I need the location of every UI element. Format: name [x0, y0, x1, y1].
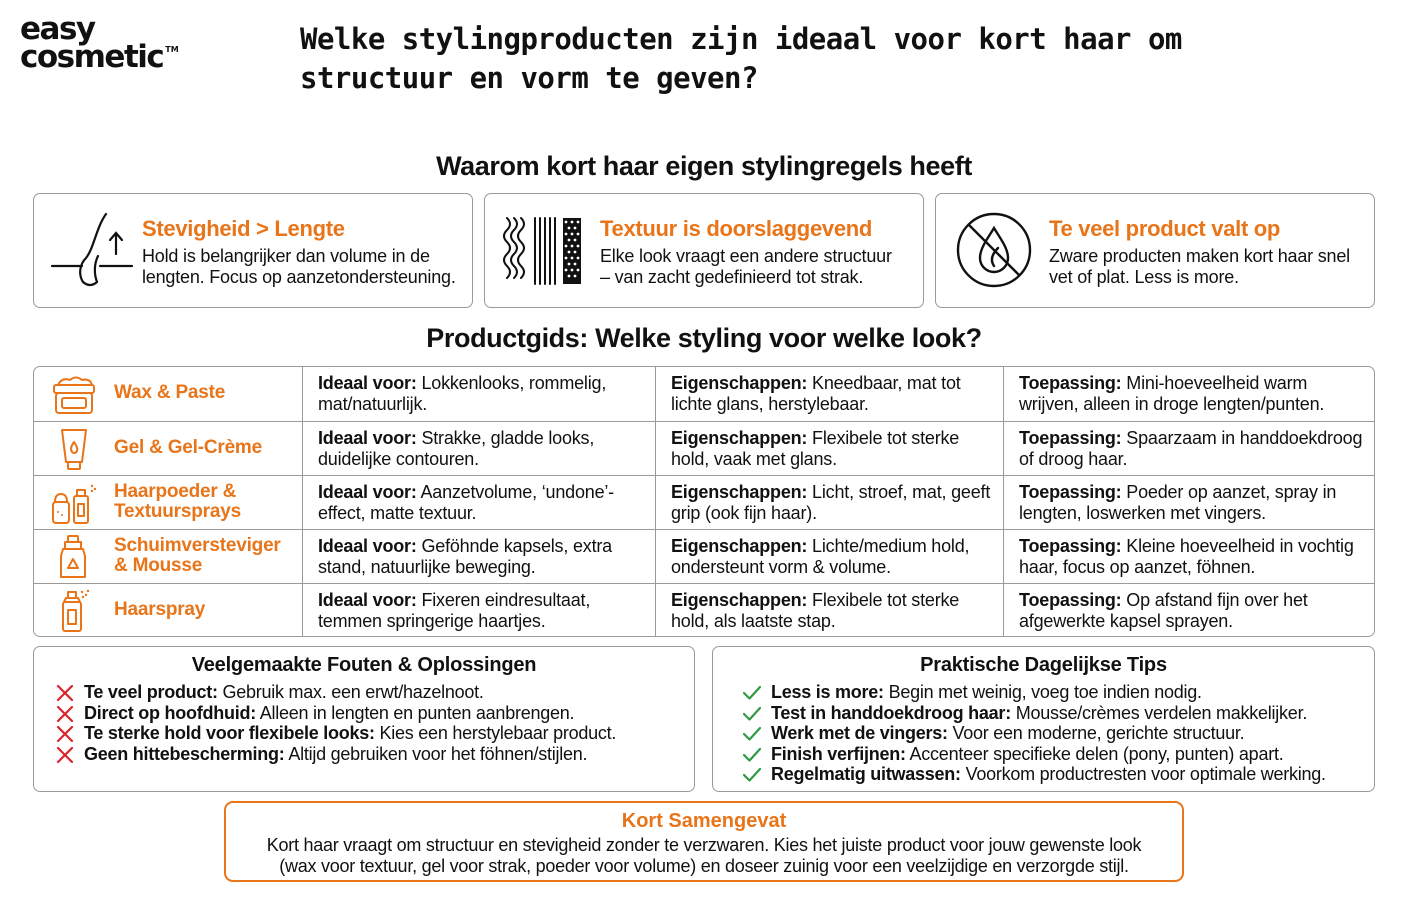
list-item — [743, 703, 1326, 724]
summary-text — [234, 835, 1174, 877]
ideal-text: Geföhnde kapsels, extra stand, natuurlijke beweging. — [318, 536, 612, 577]
mistakes-box — [33, 646, 695, 792]
mousse-bottle-icon — [48, 534, 100, 580]
ideal-text: Aanzetvolume, ‘undone’-effect, matte textuur. — [318, 482, 614, 523]
usage-cell — [1003, 530, 1375, 584]
properties-cell — [655, 584, 1003, 637]
item-text: Altijd gebruiken voor het föhnen/stijlen. — [288, 743, 588, 764]
item-text: Mousse/crèmes verdelen makkelijker. — [1015, 702, 1308, 723]
logo-line-2 — [20, 38, 190, 75]
check-icon — [743, 726, 761, 742]
why-cards — [33, 193, 1375, 308]
table-row — [34, 421, 1375, 475]
ideal-cell — [302, 422, 655, 476]
item-label: Finish verfijnen: — [771, 743, 906, 764]
usage-text: Mini-hoeveelheid warm wrijven, alleen in droge lengten/punten. — [1019, 373, 1325, 414]
usage-cell — [1003, 422, 1375, 476]
trademark-mark: TM — [165, 44, 179, 54]
mistakes-list — [56, 682, 616, 764]
product-name — [114, 482, 241, 522]
product-cell — [34, 530, 302, 584]
ideal-cell — [302, 584, 655, 637]
tips-title: Praktische Dagelijkse Tips — [920, 654, 1167, 676]
wax-jar-icon — [48, 371, 100, 417]
product-name: Wax & Paste — [114, 382, 226, 403]
logo-word: cosmetic — [20, 38, 164, 75]
card-text: Hold is belangrijker dan volume in de lengten. Focus op aanzetondersteuning. — [142, 246, 456, 287]
item-text: Alleen in lengten en punten aanbrengen. — [259, 702, 575, 723]
ideal-text: Strakke, gladde looks, duidelijke contouren. — [318, 428, 595, 469]
check-icon — [743, 747, 761, 763]
product-name-line-1: Haarpoeder & — [114, 481, 237, 502]
cross-icon — [56, 685, 74, 701]
product-name-line-2: Textuursprays — [114, 501, 241, 522]
cross-icon — [56, 747, 74, 763]
card-title: Te veel product valt op — [1049, 216, 1281, 241]
properties-text: Kneedbaar, mat tot lichte glans, herstylebaar. — [671, 373, 961, 414]
page-title — [300, 20, 1200, 98]
list-item — [56, 703, 616, 724]
product-cell — [34, 476, 302, 530]
card-stevigheid — [33, 193, 473, 308]
ideal-label: Ideaal voor: — [318, 482, 417, 502]
check-icon — [743, 767, 761, 783]
usage-cell — [1003, 367, 1375, 421]
properties-cell — [655, 530, 1003, 584]
product-cell — [34, 422, 302, 476]
item-label: Te sterke hold voor flexibele looks: — [84, 723, 375, 743]
item-label: Geen hittebescherming: — [84, 743, 285, 764]
summary-line-1: Kort haar vraagt om structuur en stevigheid zonder te verzwaren. Kies het juiste product voor jouw gewenste look — [266, 835, 1142, 855]
item-label: Regelmatig uitwassen: — [771, 764, 961, 784]
usage-label: Toepassing: — [1019, 373, 1122, 393]
usage-label: Toepassing: — [1019, 482, 1122, 502]
section-heading-productgids: Productgids: Welke styling voor welke look? — [426, 323, 982, 353]
item-label: Direct op hoofdhuid: — [84, 702, 256, 723]
card-text: Zware producten maken kort haar snel vet of plat. Less is more. — [1049, 246, 1350, 287]
card-te-veel-product — [935, 193, 1375, 308]
item-text: Voorkom productresten voor optimale werking. — [965, 764, 1326, 784]
card-text: Elke look vraagt een andere structuur – van zacht gedefinieerd tot strak. — [600, 246, 892, 287]
usage-label: Toepassing: — [1019, 590, 1122, 610]
ideal-text: Lokkenlooks, rommelig, mat/natuurlijk. — [318, 373, 607, 414]
item-text: Accenteer specifieke delen (pony, punten) apart. — [909, 743, 1284, 764]
hair-strand-icon — [50, 208, 134, 292]
ideal-label: Ideaal voor: — [318, 373, 417, 393]
ideal-label: Ideaal voor: — [318, 536, 417, 556]
product-name: Haarspray — [114, 599, 206, 620]
section-heading-why: Waarom kort haar eigen stylingregels heeft — [436, 151, 972, 181]
item-text: Kies een herstylebaar product. — [379, 723, 617, 743]
ideal-cell — [302, 367, 655, 421]
properties-label: Eigenschappen: — [671, 536, 808, 556]
product-name — [114, 536, 281, 576]
page-title-line-1: Welke stylingproducten zijn ideaal voor kort haar om — [300, 22, 1182, 56]
usage-text: Spaarzaam in handdoekdroog of droog haar. — [1019, 428, 1363, 469]
card-textuur — [484, 193, 924, 308]
check-icon — [743, 706, 761, 722]
usage-text: Op afstand fijn over het afgewerkte kapsel sprayen. — [1019, 590, 1308, 631]
properties-label: Eigenschappen: — [671, 590, 808, 610]
easycosmetic-logo — [20, 11, 190, 75]
properties-text: Flexibele tot sterke hold, als laatste stap. — [671, 590, 960, 631]
table-row — [34, 367, 1375, 421]
list-item — [56, 744, 616, 765]
summary-line-2: (wax voor textuur, gel voor strak, poeder voor volume) en doseer zuinig voor een veelzijdige en verzorgde stijl. — [279, 856, 1129, 876]
table-row — [34, 583, 1375, 637]
usage-text: Poeder op aanzet, spray in lengten, loswerken met vingers. — [1019, 482, 1337, 523]
list-item — [743, 723, 1326, 744]
ideal-cell — [302, 476, 655, 530]
usage-cell — [1003, 584, 1375, 637]
list-item — [56, 723, 616, 744]
properties-label: Eigenschappen: — [671, 373, 808, 393]
usage-label: Toepassing: — [1019, 536, 1122, 556]
item-label: Werk met de vingers: — [771, 723, 948, 743]
powder-spray-icon — [48, 480, 100, 526]
no-drop-icon — [952, 208, 1036, 292]
page-title-line-2: structuur en vorm te geven? — [300, 61, 758, 95]
usage-label: Toepassing: — [1019, 428, 1122, 448]
card-title: Textuur is doorslaggevend — [600, 216, 873, 241]
properties-cell — [655, 367, 1003, 421]
logo-line-1: easy — [20, 11, 95, 47]
ideal-label: Ideaal voor: — [318, 590, 417, 610]
check-icon — [743, 685, 761, 701]
product-name: Gel & Gel-Crème — [114, 437, 262, 458]
list-item — [743, 682, 1326, 703]
tips-list — [743, 682, 1326, 785]
ideal-cell — [302, 530, 655, 584]
mistakes-title: Veelgemaakte Fouten & Oplossingen — [191, 654, 537, 676]
table-row — [34, 475, 1375, 529]
product-cell — [34, 584, 302, 637]
properties-label: Eigenschappen: — [671, 428, 808, 448]
properties-text: Licht, stroef, mat, geeft grip (ook fijn haar). — [671, 482, 991, 523]
ideal-text: Fixeren eindresultaat, temmen springerige haartjes. — [318, 590, 591, 631]
texture-patterns-icon — [501, 208, 585, 292]
list-item — [743, 744, 1326, 765]
properties-cell — [655, 422, 1003, 476]
cross-icon — [56, 706, 74, 722]
product-name-line-2: & Mousse — [114, 555, 203, 576]
item-text: Voor een moderne, gerichte structuur. — [952, 723, 1245, 743]
cross-icon — [56, 726, 74, 742]
card-title: Stevigheid > Lengte — [142, 216, 345, 241]
ideal-label: Ideaal voor: — [318, 428, 417, 448]
properties-cell — [655, 476, 1003, 530]
item-label: Test in handdoekdroog haar: — [771, 702, 1011, 723]
item-label: Te veel product: — [84, 682, 218, 702]
item-text: Gebruik max. een erwt/hazelnoot. — [222, 682, 484, 702]
product-cell — [34, 367, 302, 421]
list-item — [743, 764, 1326, 785]
tips-box — [712, 646, 1375, 792]
usage-text: Kleine hoeveelheid in vochtig haar, focus op aanzet, föhnen. — [1019, 536, 1354, 577]
product-name-line-1: Schuimversteviger — [114, 535, 281, 556]
hairspray-can-icon — [48, 588, 100, 634]
usage-cell — [1003, 476, 1375, 530]
item-label: Less is more: — [771, 682, 884, 702]
gel-tube-icon — [48, 426, 100, 472]
properties-text: Lichte/medium hold, ondersteunt vorm & volume. — [671, 536, 970, 577]
properties-label: Eigenschappen: — [671, 482, 808, 502]
table-row — [34, 529, 1375, 583]
properties-text: Flexibele tot sterke hold, vaak met glans. — [671, 428, 960, 469]
list-item — [56, 682, 616, 703]
item-text: Begin met weinig, voeg toe indien nodig. — [888, 682, 1202, 702]
summary-title: Kort Samengevat — [621, 810, 787, 832]
product-table — [33, 366, 1375, 637]
summary-box — [224, 801, 1184, 882]
